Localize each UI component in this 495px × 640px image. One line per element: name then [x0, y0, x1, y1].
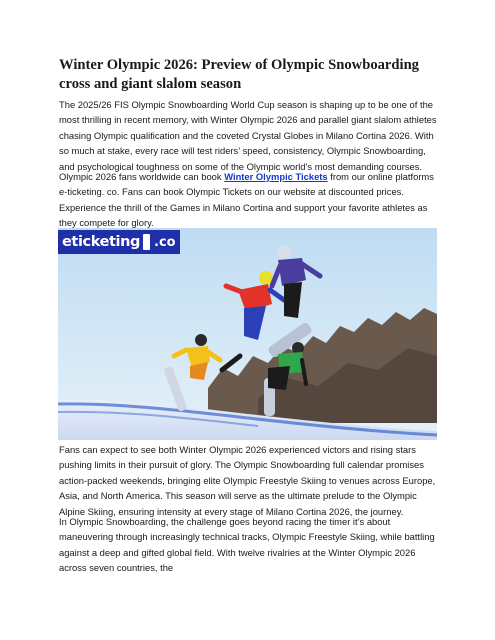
ticket-icon [143, 234, 150, 250]
paragraph-challenge: In Olympic Snowboarding, the challenge goes beyond racing the timer it’s about maneuvering through increasingly technical tracks, Olympic Freestyle Skiing, while battling against a deep and gifted global field. With twelve rivalries at the Winter Olympic 2026 across seven countries, the [59, 516, 435, 574]
paragraph-tickets [59, 169, 443, 231]
paragraph-tickets-rest: from our online platforms e-ticketing. co. Fans can book Olympic Tickets on our website at discounted prices. Experience the thrill of the Games in Milano Cortina and support your favorite athletes as they compete for glory. [59, 171, 434, 229]
snowboard-scene-illustration [58, 228, 437, 440]
winter-olympic-tickets-link[interactable]: Winter Olympic Tickets [224, 171, 328, 182]
article-title: Winter Olympic 2026: Preview of Olympic Snowboarding cross and giant slalom season [59, 57, 419, 92]
logo-text: eticketing [62, 234, 141, 250]
eticketing-logo [58, 230, 180, 254]
paragraph-intro: The 2025/26 FIS Olympic Snowboarding World Cup season is shaping up to be one of the most thrilling in recent memory, with Winter Olympic 2026 and parallel giant slalom athletes chasing Olympic qualification and the coveted Crystal Globes in Milano Cortina 2026. With so much at stake, every race will test riders’ speed, consistency, Olympic Snowboarding, and psychological toughness on some of the Olympic world’s most demanding courses. [59, 99, 437, 172]
paragraph-tickets-lead: Olympic 2026 fans worldwide can book [59, 171, 225, 182]
paragraph-season: Fans can expect to see both Winter Olympic 2026 experienced victors and rising stars pushing limits in their pursuit of glory. The Olympic Snowboarding full calendar promises action-packed weekends, bringing elite Olympic Freestyle Skiing to venues across Europe, Asia, and North America. This season will serve as the ultimate prelude to the Olympic Alpine Skiing, ensuring intensity at every stage of Milano Cortina 2026, the journey. [59, 444, 436, 517]
snowboard-cross-photo [58, 228, 437, 440]
logo-tld: .co [154, 234, 176, 250]
